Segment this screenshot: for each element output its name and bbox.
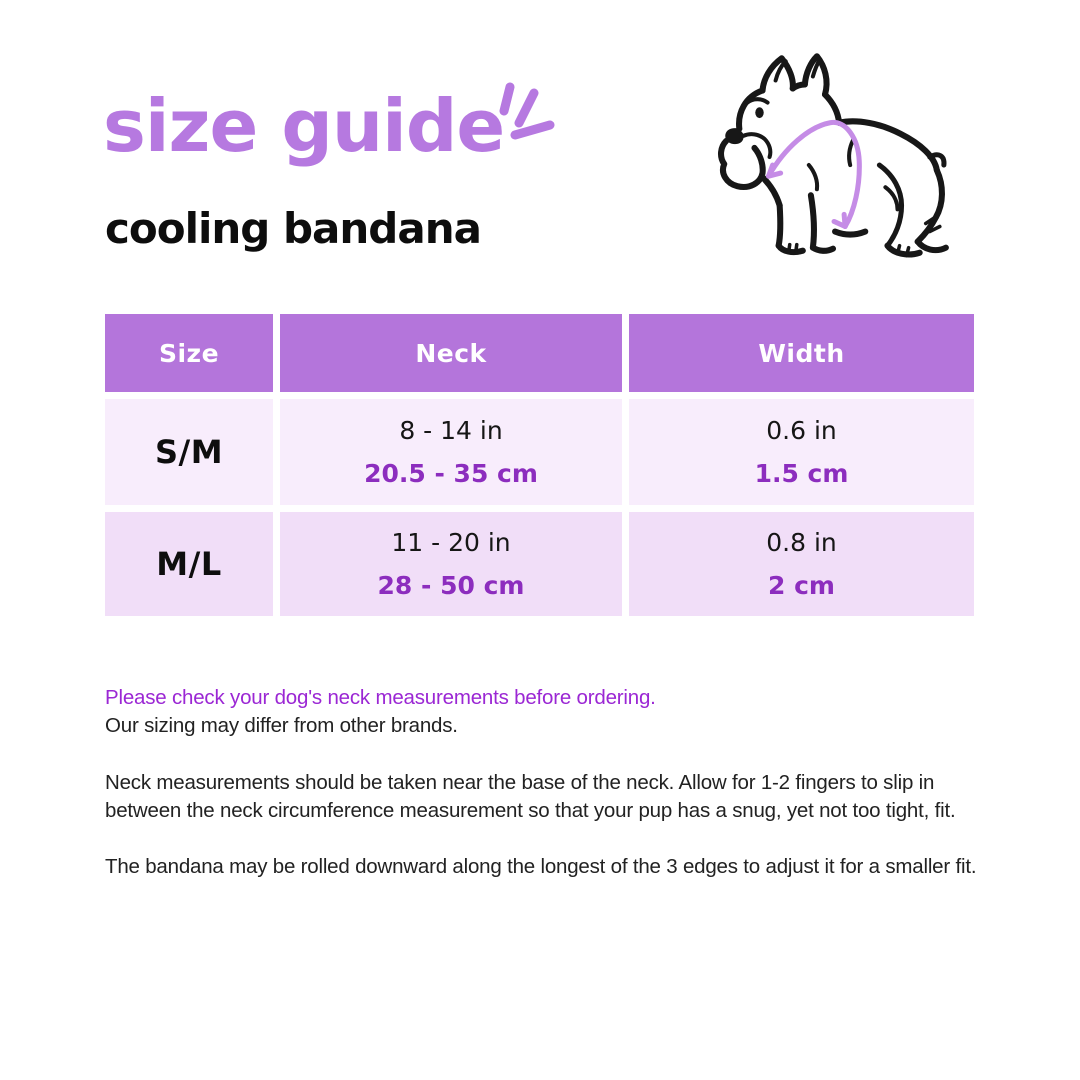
table-row-sm-neck [280, 399, 622, 505]
table-row-ml-neck [280, 512, 622, 616]
note-block-1 [105, 684, 977, 741]
dog-eye [755, 107, 763, 118]
sizing-notes [105, 684, 977, 909]
column-header-size: Size [105, 314, 273, 392]
dog-illustration [692, 44, 964, 271]
neck-cm-sm: 20.5 - 35 cm [364, 459, 538, 488]
width-cm-sm: 1.5 cm [754, 459, 849, 488]
note-line2: Our sizing may differ from other brands. [105, 714, 458, 738]
size-table [105, 314, 974, 616]
neck-inches-sm: 8 - 14 in [399, 416, 503, 445]
page-title: size guide [103, 84, 505, 168]
column-header-neck: Neck [280, 314, 622, 392]
table-row-ml-width [629, 512, 974, 616]
width-cm-ml: 2 cm [768, 571, 835, 600]
table-row-sm-size [105, 399, 273, 505]
table-row-ml-size [105, 512, 273, 616]
note-paragraph-2: Neck measurements should be taken near the base of the neck. Allow for 1-2 fingers to slip in between the neck circumference measurement so that your pup has a snug, yet not too tight, fit. [105, 770, 956, 822]
neck-inches-ml: 11 - 20 in [391, 528, 511, 557]
width-inches-sm: 0.6 in [766, 416, 837, 445]
size-label-sm: S/M [154, 433, 224, 471]
width-inches-ml: 0.8 in [766, 528, 837, 557]
note-paragraph-3: The bandana may be rolled downward along the longest of the 3 edges to adjust it for a smaller fit. [105, 855, 977, 879]
note-highlight: Please check your dog's neck measurements before ordering. [105, 686, 656, 709]
column-header-width: Width [629, 314, 974, 392]
size-label-ml: M/L [156, 545, 222, 583]
neck-cm-ml: 28 - 50 cm [377, 571, 525, 600]
table-row-sm-width [629, 399, 974, 505]
sparkle-icon [498, 80, 556, 142]
product-name: cooling bandana [105, 204, 481, 253]
